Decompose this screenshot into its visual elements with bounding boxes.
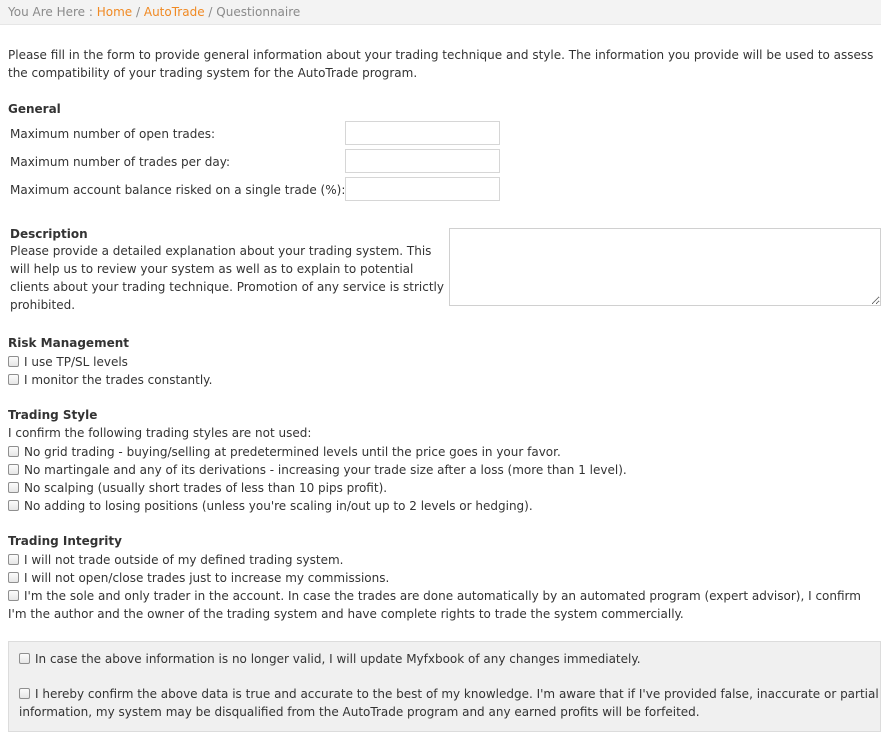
style-item-adding[interactable]	[8, 497, 533, 515]
breadcrumb-separator: /	[208, 5, 213, 19]
checkbox[interactable]	[8, 572, 19, 583]
checkbox[interactable]	[8, 590, 19, 601]
checkbox[interactable]	[8, 482, 19, 493]
trading-integrity-heading: Trading Integrity	[8, 534, 122, 548]
max-risk-label: Maximum account balance risked on a single trade (%):	[10, 183, 346, 197]
max-open-trades-label: Maximum number of open trades:	[10, 127, 216, 141]
description-help-text: Please provide a detailed explanation about your trading system. This will help us to review your system as well as to explain to potential clients about your trading technique. Promotion of any service is strictly prohibited.	[10, 244, 444, 312]
style-item-grid[interactable]	[8, 443, 561, 461]
checkbox[interactable]	[8, 374, 19, 385]
checkbox-label: No grid trading - buying/selling at predetermined levels until the price goes in your favor.	[24, 445, 561, 459]
risk-item-tpsl[interactable]	[8, 353, 128, 371]
checkbox-label: No adding to losing positions (unless you're scaling in/out up to 2 levels or hedging).	[24, 499, 533, 513]
checkbox[interactable]	[19, 653, 30, 664]
checkbox[interactable]	[8, 356, 19, 367]
confirmation-box	[8, 641, 881, 732]
confirm-item-update[interactable]	[19, 650, 641, 668]
breadcrumb-current: Questionnaire	[216, 5, 301, 19]
breadcrumb	[0, 0, 881, 25]
description-textarea[interactable]	[449, 228, 881, 306]
checkbox[interactable]	[8, 500, 19, 511]
risk-management-heading: Risk Management	[8, 336, 129, 350]
checkbox[interactable]	[8, 554, 19, 565]
intro-text: Please fill in the form to provide general information about your trading technique and style. The information you provide will be used to assess the compatibility of your trading system for the AutoTrade program.	[8, 48, 874, 80]
integrity-item-system[interactable]	[8, 551, 343, 569]
style-item-scalping[interactable]	[8, 479, 387, 497]
checkbox-label: No scalping (usually short trades of less than 10 pips profit).	[24, 481, 388, 495]
confirm-item-accuracy[interactable]	[19, 685, 879, 721]
trading-style-heading: Trading Style	[8, 408, 98, 422]
general-heading: General	[8, 102, 61, 116]
trading-style-subtitle: I confirm the following trading styles are not used:	[8, 426, 312, 440]
integrity-item-commissions[interactable]	[8, 569, 389, 587]
breadcrumb-home-link[interactable]: Home	[96, 5, 133, 19]
style-item-martingale[interactable]	[8, 461, 627, 479]
max-trades-per-day-input[interactable]	[345, 149, 500, 173]
breadcrumb-separator: /	[135, 5, 141, 19]
checkbox-label: I will not trade outside of my defined trading system.	[24, 553, 344, 567]
max-risk-input[interactable]	[345, 177, 500, 201]
breadcrumb-autotrade-link[interactable]: AutoTrade	[143, 5, 205, 19]
checkbox[interactable]	[8, 464, 19, 475]
breadcrumb-prefix: You Are Here :	[8, 5, 93, 19]
checkbox-label: No martingale and any of its derivations - increasing your trade size after a loss (more than 1 level).	[24, 463, 627, 477]
description-heading: Description	[10, 227, 88, 241]
checkbox[interactable]	[19, 688, 30, 699]
max-trades-per-day-label: Maximum number of trades per day:	[10, 155, 231, 169]
integrity-item-sole-trader[interactable]	[8, 587, 881, 623]
checkbox-label: I will not open/close trades just to increase my commissions.	[24, 571, 390, 585]
checkbox-label: I monitor the trades constantly.	[24, 373, 213, 387]
checkbox-label: I hereby confirm the above data is true and accurate to the best of my knowledge. I'm aware that if I've provided false, inaccurate or partial information, my system may be disqualified from the AutoTrade program and any earned profits will be forfeited.	[19, 687, 879, 719]
checkbox-label: I'm the sole and only trader in the account. In case the trades are done automatically by an automated program (expert advisor), I confirm I'm the author and the owner of the trading system and have complete rights to trade the system commercially.	[8, 589, 861, 621]
checkbox-label: I use TP/SL levels	[24, 355, 128, 369]
checkbox[interactable]	[8, 446, 19, 457]
risk-item-monitor[interactable]	[8, 371, 212, 389]
checkbox-label: In case the above information is no longer valid, I will update Myfxbook of any changes immediately.	[35, 652, 641, 666]
max-open-trades-input[interactable]	[345, 121, 500, 145]
